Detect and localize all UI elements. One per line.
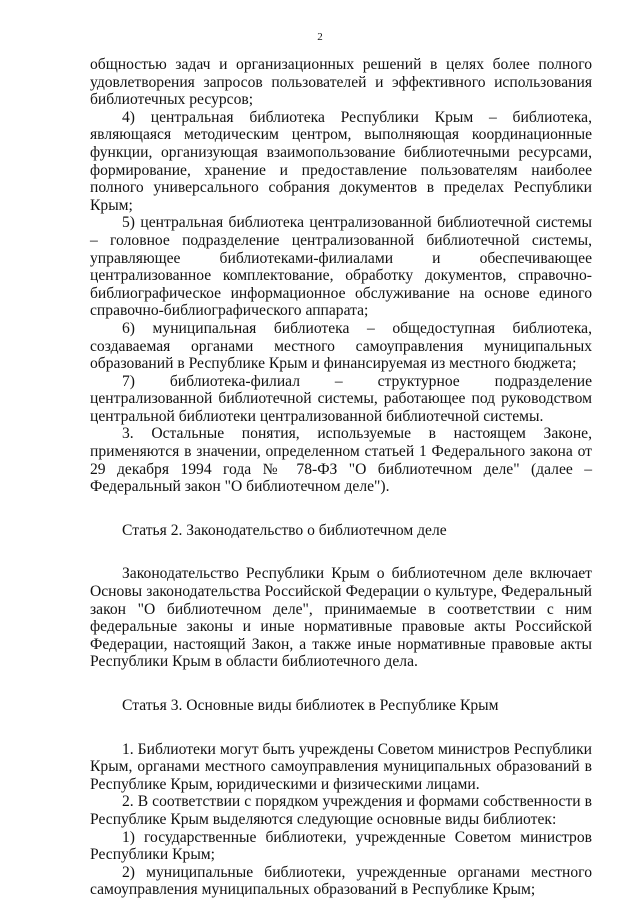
definition-item-5: 5) центральная библиотека централизованной библиотечной системы – головное подразделение централизованной библиотечной системы, управляющее библиотеками-филиалами и обеспечивающее централизованное комплектование, обработку документов, справочно-библиографическое информационное обслуживание на основе единого справочно-библиографического аппарата; [90,214,592,320]
library-type-item-2: 2) муниципальные библиотеки, учрежденные органами местного самоуправления муниципальных образований в Республике Крым; [90,863,592,899]
article-3-part-2: 2. В соответствии с порядком учреждения и формами собственности в Республике Крым выделяются следующие основные виды библиотек: [90,793,592,828]
article-3-part-1: 1. Библиотеки могут быть учреждены Советом министров Республики Крым, органами местного самоуправления муниципальных образований в Республике Крым, юридическими и физическими лицами. [90,740,592,793]
page-number: 2 [317,31,323,43]
library-type-item-1: 1) государственные библиотеки, учрежденные Советом министров Республики Крым; [90,828,592,864]
paragraph-continuation: общностью задач и организационных решений в целях более полного удовлетворения запросов пользователей и эффективного использования библиотечных ресурсов; [90,56,592,109]
article-2-heading: Статья 2. Законодательство о библиотечном деле [122,521,447,539]
definition-item-4: 4) центральная библиотека Республики Крым – библиотека, являющаяся методическим центром, выполняющая координационные функции, организующая взаимопользование библиотечными ресурсами, формирование, хранение и предоставление пользователям наиболее полного универсального собрания документов в пределах Республики Крым; [90,108,592,214]
document-body [90,56,592,899]
article-1-part-3: 3. Остальные понятия, используемые в настоящем Законе, применяются в значении, определенном статьей 1 Федерального закона от 29 декабря 1994 года № 78-ФЗ "О библиотечном деле" (далее – Федеральный закон "О библиотечном деле"). [90,425,592,496]
article-3-heading: Статья 3. Основные виды библиотек в Республике Крым [122,697,499,714]
definition-item-6: 6) муниципальная библиотека – общедоступная библиотека, создаваемая органами местного самоуправления муниципальных образований в Республике Крым и финансируемая из местного бюджета; [90,319,592,373]
definition-item-7: 7) библиотека-филиал – структурное подразделение централизованной библиотечной системы, работающее под руководством центральной библиотеки централизованной библиотечной системы. [90,372,592,425]
article-2-text: Законодательство Республики Крым о библиотечном деле включает Основы законодательства Российской Федерации о культуре, Федеральный закон "О библиотечном деле", принимаемые в соответствии с ним федеральные законы и иные нормативные правовые акты Российской Федерации, настоящий Закон, а также иные нормативные правовые акты Республики Крым в области библиотечного дела. [90,565,592,671]
